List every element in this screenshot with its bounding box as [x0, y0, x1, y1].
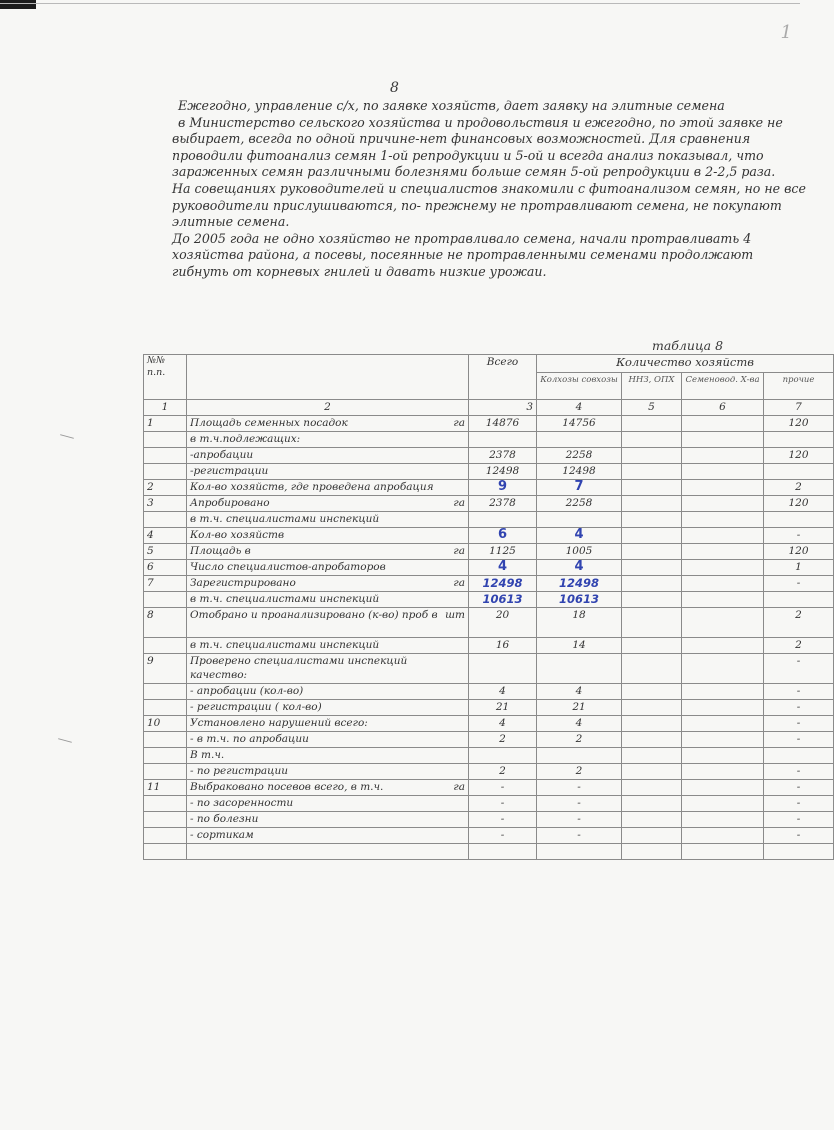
row-label — [187, 828, 469, 844]
table-row — [144, 576, 834, 592]
cell-other — [764, 844, 834, 860]
table-row — [144, 638, 834, 654]
row-number: 8 — [144, 608, 187, 638]
cell-seed-farms — [682, 464, 764, 480]
row-label — [187, 748, 469, 764]
cell-nnz — [622, 512, 682, 528]
cell-other — [764, 512, 834, 528]
cell-total: 2 — [469, 732, 537, 748]
table-row — [144, 812, 834, 828]
cell-seed-farms — [682, 512, 764, 528]
cell-kolkhozy — [537, 432, 622, 448]
cell-seed-farms — [682, 844, 764, 860]
row-number — [144, 432, 187, 448]
row-number — [144, 700, 187, 716]
corner-page-mark: 1 — [780, 22, 792, 43]
cell-nnz — [622, 764, 682, 780]
row-label-text: -регистрации — [190, 465, 269, 477]
cell-seed-farms — [682, 716, 764, 732]
cell-seed-farms — [682, 764, 764, 780]
row-label — [187, 592, 469, 608]
paragraph-line: На совещаниях руководителей и специалистов знакомили с фитоанализом семян, но не все — [172, 180, 806, 196]
cell-nnz — [622, 796, 682, 812]
table-row — [144, 764, 834, 780]
cell-seed-farms — [682, 608, 764, 638]
table-row — [144, 684, 834, 700]
margin-mark — [60, 434, 74, 439]
cell-other: - — [764, 684, 834, 700]
cell-seed-farms — [682, 796, 764, 812]
paragraph-line: в Министерство сельского хозяйства и продовольствия и ежегодно, по этой заявке не — [178, 114, 783, 130]
cell-total — [469, 654, 537, 684]
cell-kolkhozy: 12498 — [537, 464, 622, 480]
paragraph-line: До 2005 года не одно хозяйство не протравливало семена, начали протравливать 4 — [172, 230, 752, 246]
paragraph-line: гибнуть от корневых гнилей и давать низкие урожаи. — [172, 263, 547, 279]
cell-nnz — [622, 654, 682, 684]
cell-total: 4 — [469, 684, 537, 700]
row-label — [187, 608, 469, 638]
cell-total: - — [469, 828, 537, 844]
cell-nnz — [622, 684, 682, 700]
cell-nnz — [622, 748, 682, 764]
cell-nnz — [622, 448, 682, 464]
cell-kolkhozy: 18 — [537, 608, 622, 638]
cell-other: - — [764, 732, 834, 748]
row-label-text: Зарегистрировано — [190, 577, 296, 589]
cell-other: 120 — [764, 448, 834, 464]
cell-kolkhozy: - — [537, 812, 622, 828]
row-label — [187, 812, 469, 828]
row-number: 7 — [144, 576, 187, 592]
cell-nnz — [622, 464, 682, 480]
cell-total: 2378 — [469, 448, 537, 464]
row-number: 11 — [144, 780, 187, 796]
row-label-text: Кол-во хозяйств, где проведена апробация — [190, 481, 434, 493]
row-label-text: Отобрано и проанализировано (к-во) проб в — [190, 609, 438, 621]
row-label — [187, 544, 469, 560]
page-number: 8 — [390, 80, 399, 96]
row-number: 5 — [144, 544, 187, 560]
cell-nnz — [622, 608, 682, 638]
row-number: 1 — [144, 416, 187, 432]
row-label — [187, 844, 469, 860]
cell-kolkhozy: 4 — [537, 684, 622, 700]
row-label — [187, 432, 469, 448]
table-row — [144, 608, 834, 638]
row-label-text: В т.ч. — [190, 749, 225, 761]
table-row — [144, 544, 834, 560]
cell-total: - — [469, 812, 537, 828]
cell-kolkhozy — [537, 748, 622, 764]
row-number: 9 — [144, 654, 187, 684]
col-number-6: 6 — [682, 400, 764, 416]
cell-other: 2 — [764, 480, 834, 496]
margin-mark — [58, 738, 72, 743]
cell-other: - — [764, 716, 834, 732]
table-row — [144, 828, 834, 844]
table-row — [144, 448, 834, 464]
row-label-text: Площадь семенных посадок — [190, 417, 348, 429]
header-indicator — [187, 355, 469, 400]
cell-nnz — [622, 544, 682, 560]
cell-kolkhozy: 2258 — [537, 496, 622, 512]
cell-nnz — [622, 528, 682, 544]
row-unit: га — [453, 577, 465, 589]
row-label — [187, 764, 469, 780]
row-number — [144, 812, 187, 828]
cell-kolkhozy: - — [537, 828, 622, 844]
cell-kolkhozy: 2258 — [537, 448, 622, 464]
row-label-text: Установлено нарушений всего: — [190, 717, 368, 729]
row-unit: га — [453, 545, 465, 557]
row-label-text: в т.ч. специалистами инспекций — [190, 639, 380, 651]
cell-other — [764, 464, 834, 480]
row-number: 2 — [144, 480, 187, 496]
cell-kolkhozy: 7 — [537, 480, 622, 496]
cell-nnz — [622, 416, 682, 432]
cell-nnz — [622, 828, 682, 844]
col-number-3: 3 — [469, 400, 537, 416]
row-label — [187, 700, 469, 716]
cell-seed-farms — [682, 480, 764, 496]
row-label — [187, 796, 469, 812]
seed-control-table — [143, 354, 834, 860]
row-label-text: Площадь в — [190, 545, 251, 557]
cell-seed-farms — [682, 748, 764, 764]
cell-total: 16 — [469, 638, 537, 654]
row-label-text: - по болезни — [190, 813, 259, 825]
cell-seed-farms — [682, 544, 764, 560]
row-label — [187, 496, 469, 512]
cell-kolkhozy — [537, 844, 622, 860]
table-row — [144, 748, 834, 764]
cell-seed-farms — [682, 560, 764, 576]
row-label — [187, 416, 469, 432]
cell-total — [469, 748, 537, 764]
cell-other: 2 — [764, 638, 834, 654]
cell-seed-farms — [682, 416, 764, 432]
row-label — [187, 560, 469, 576]
row-label — [187, 638, 469, 654]
cell-kolkhozy: 4 — [537, 560, 622, 576]
table-row — [144, 716, 834, 732]
cell-seed-farms — [682, 732, 764, 748]
cell-total — [469, 512, 537, 528]
cell-total: - — [469, 780, 537, 796]
cell-kolkhozy — [537, 654, 622, 684]
cell-total: 4 — [469, 560, 537, 576]
cell-seed-farms — [682, 448, 764, 464]
table-row — [144, 480, 834, 496]
row-label — [187, 448, 469, 464]
cell-nnz — [622, 432, 682, 448]
row-label-text: в т.ч. специалистами инспекций — [190, 513, 380, 525]
cell-other: - — [764, 780, 834, 796]
cell-seed-farms — [682, 780, 764, 796]
row-label-text: -апробации — [190, 449, 254, 461]
row-label-text: - сортикам — [190, 829, 254, 841]
cell-other: 1 — [764, 560, 834, 576]
row-number — [144, 592, 187, 608]
cell-kolkhozy — [537, 512, 622, 528]
cell-total: 20 — [469, 608, 537, 638]
cell-kolkhozy: 10613 — [537, 592, 622, 608]
header-number: №№ п.п. — [144, 355, 187, 400]
table-row — [144, 512, 834, 528]
row-label-text: - регистрации ( кол-во) — [190, 701, 322, 713]
row-number — [144, 844, 187, 860]
cell-nnz — [622, 732, 682, 748]
cell-nnz — [622, 780, 682, 796]
row-label — [187, 780, 469, 796]
cell-seed-farms — [682, 432, 764, 448]
paragraph-line: зараженных семян различными болезнями больше семян 5-ой репродукции в 2-2,5 раза. — [172, 164, 776, 180]
row-unit: га — [453, 417, 465, 429]
cell-seed-farms — [682, 576, 764, 592]
cell-total — [469, 432, 537, 448]
cell-nnz — [622, 592, 682, 608]
row-label — [187, 576, 469, 592]
row-label-text: Число специалистов-апробаторов — [190, 561, 386, 573]
cell-total: 2378 — [469, 496, 537, 512]
paragraph-line: элитные семена. — [172, 214, 290, 230]
cell-kolkhozy: 14756 — [537, 416, 622, 432]
cell-other: 2 — [764, 608, 834, 638]
cell-other: - — [764, 828, 834, 844]
row-number — [144, 448, 187, 464]
row-label — [187, 732, 469, 748]
row-label-text: - в т.ч. по апробации — [190, 733, 309, 745]
cell-kolkhozy: 4 — [537, 528, 622, 544]
row-label — [187, 464, 469, 480]
cell-total: 9 — [469, 480, 537, 496]
row-label-text: - апробации (кол-во) — [190, 685, 304, 697]
table-caption: таблица 8 — [652, 338, 724, 353]
cell-other: - — [764, 700, 834, 716]
cell-nnz — [622, 812, 682, 828]
row-number — [144, 684, 187, 700]
row-number: 10 — [144, 716, 187, 732]
paragraph-line: проводили фитоанализ семян 1-ой репродукции и 5-ой и всегда анализ показывал, что — [172, 147, 764, 163]
cell-kolkhozy: 21 — [537, 700, 622, 716]
row-unit: га — [453, 781, 465, 793]
table-row — [144, 654, 834, 684]
cell-total — [469, 844, 537, 860]
paragraph-line: хозяйства района, а посевы, посеянные не протравленными семенами продолжают — [172, 247, 754, 263]
cell-total: 4 — [469, 716, 537, 732]
row-label-text: в т.ч.подлежащих: — [190, 433, 301, 445]
table-row — [144, 432, 834, 448]
cell-other: - — [764, 764, 834, 780]
cell-kolkhozy: - — [537, 796, 622, 812]
header-other: прочие — [764, 373, 834, 400]
cell-total: - — [469, 796, 537, 812]
cell-total: 21 — [469, 700, 537, 716]
cell-nnz — [622, 700, 682, 716]
table-row — [144, 592, 834, 608]
table-row — [144, 528, 834, 544]
cell-kolkhozy: - — [537, 780, 622, 796]
cell-nnz — [622, 496, 682, 512]
cell-seed-farms — [682, 684, 764, 700]
row-number — [144, 512, 187, 528]
cell-nnz — [622, 560, 682, 576]
cell-nnz — [622, 844, 682, 860]
row-label — [187, 654, 469, 684]
row-label-text: Апробировано — [190, 497, 270, 509]
scan-top-edge — [0, 3, 800, 4]
cell-seed-farms — [682, 654, 764, 684]
cell-kolkhozy: 4 — [537, 716, 622, 732]
cell-seed-farms — [682, 496, 764, 512]
row-number — [144, 732, 187, 748]
row-label — [187, 684, 469, 700]
row-number — [144, 464, 187, 480]
cell-kolkhozy: 2 — [537, 732, 622, 748]
header-total: Всего — [469, 355, 537, 400]
col-number-1: 1 — [144, 400, 187, 416]
paragraph-line: руководители прислушиваются, по- прежнему не протравливают семена, не покупают — [172, 197, 782, 213]
cell-total: 6 — [469, 528, 537, 544]
row-number: 3 — [144, 496, 187, 512]
cell-seed-farms — [682, 828, 764, 844]
paragraph-line: Ежегодно, управление с/х, по заявке хозяйств, дает заявку на элитные семена — [178, 98, 725, 113]
header-farms-count: Количество хозяйств — [537, 355, 834, 373]
col-number-7: 7 — [764, 400, 834, 416]
cell-seed-farms — [682, 528, 764, 544]
cell-total: 10613 — [469, 592, 537, 608]
cell-nnz — [622, 576, 682, 592]
row-number — [144, 748, 187, 764]
cell-other: 120 — [764, 496, 834, 512]
cell-other: 120 — [764, 416, 834, 432]
row-label-text: Выбраковано посевов всего, в т.ч. — [190, 781, 384, 793]
cell-other: - — [764, 576, 834, 592]
cell-other: - — [764, 812, 834, 828]
header-nnz-opkh: ННЗ, ОПХ — [622, 373, 682, 400]
row-unit: шт — [445, 609, 465, 621]
header-kolkhozy: Колхозы совхозы — [537, 373, 622, 400]
table-row — [144, 700, 834, 716]
cell-other — [764, 748, 834, 764]
cell-seed-farms — [682, 638, 764, 654]
cell-other: 120 — [764, 544, 834, 560]
row-number — [144, 796, 187, 812]
row-label-text: Проверено специалистами инспекций качество: — [190, 655, 408, 681]
cell-total: 1125 — [469, 544, 537, 560]
cell-total: 14876 — [469, 416, 537, 432]
row-label-text: - по регистрации — [190, 765, 288, 777]
row-label-text: Кол-во хозяйств — [190, 529, 285, 541]
row-number — [144, 764, 187, 780]
cell-nnz — [622, 716, 682, 732]
row-label — [187, 512, 469, 528]
cell-kolkhozy: 14 — [537, 638, 622, 654]
table-row — [144, 416, 834, 432]
table-row — [144, 496, 834, 512]
header-seed-farms: Семеновод. Х-ва — [682, 373, 764, 400]
cell-total: 12498 — [469, 576, 537, 592]
row-label — [187, 528, 469, 544]
row-label — [187, 716, 469, 732]
table-row — [144, 844, 834, 860]
row-number: 4 — [144, 528, 187, 544]
table-row — [144, 464, 834, 480]
table-container — [143, 354, 815, 878]
col-number-5: 5 — [622, 400, 682, 416]
row-label — [187, 480, 469, 496]
row-number — [144, 828, 187, 844]
cell-seed-farms — [682, 592, 764, 608]
cell-total: 12498 — [469, 464, 537, 480]
cell-nnz — [622, 480, 682, 496]
cell-other: - — [764, 654, 834, 684]
cell-kolkhozy: 12498 — [537, 576, 622, 592]
cell-seed-farms — [682, 700, 764, 716]
row-label-text: в т.ч. специалистами инспекций — [190, 593, 380, 605]
row-unit: га — [453, 497, 465, 509]
col-number-4: 4 — [537, 400, 622, 416]
table-row — [144, 732, 834, 748]
cell-kolkhozy: 1005 — [537, 544, 622, 560]
scan-corner-mark — [0, 0, 36, 9]
cell-other: - — [764, 796, 834, 812]
cell-total: 2 — [469, 764, 537, 780]
table-row — [144, 796, 834, 812]
cell-nnz — [622, 638, 682, 654]
cell-other: - — [764, 528, 834, 544]
paragraph-line: выбирает, всегда по одной причине-нет финансовых возможностей. Для сравнения — [172, 131, 751, 147]
row-number — [144, 638, 187, 654]
cell-seed-farms — [682, 812, 764, 828]
col-number-2: 2 — [187, 400, 469, 416]
cell-kolkhozy: 2 — [537, 764, 622, 780]
table-row — [144, 560, 834, 576]
table-row — [144, 780, 834, 796]
row-label-text: - по засоренности — [190, 797, 294, 809]
body-text — [172, 98, 806, 281]
cell-other — [764, 592, 834, 608]
row-number: 6 — [144, 560, 187, 576]
cell-other — [764, 432, 834, 448]
